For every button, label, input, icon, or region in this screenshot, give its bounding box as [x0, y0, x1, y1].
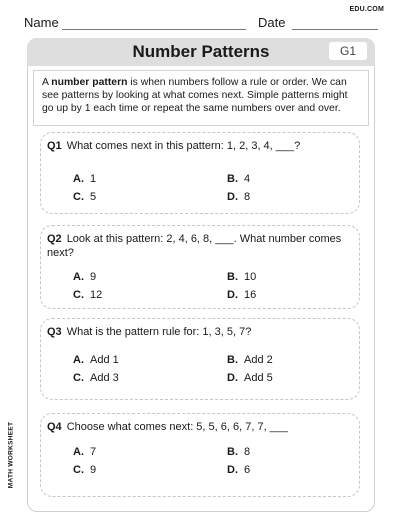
option-text: 9: [90, 464, 97, 476]
option-text: 7: [90, 446, 97, 458]
question-card-3: [40, 318, 360, 400]
option-d[interactable]: [227, 372, 273, 384]
question-text: [47, 325, 349, 339]
option-d[interactable]: [227, 464, 250, 476]
question-card-4: [40, 413, 360, 497]
question-prompt: Look at this pattern: 2, 4, 6, 8, ___. What number comes next?: [47, 233, 342, 259]
option-a[interactable]: [73, 271, 96, 283]
option-b[interactable]: [227, 354, 273, 366]
date-line: [292, 29, 378, 30]
question-number: Q1: [47, 140, 62, 152]
option-letter: A.: [73, 173, 84, 185]
date-label: Date: [258, 15, 286, 30]
intro-text-start: A: [42, 77, 52, 88]
option-b[interactable]: [227, 446, 250, 458]
option-text: 4: [244, 173, 251, 185]
option-b[interactable]: [227, 271, 256, 283]
option-c[interactable]: [73, 289, 102, 301]
question-number: Q3: [47, 326, 62, 338]
option-text: Add 5: [244, 372, 273, 384]
option-text: 10: [244, 271, 257, 283]
option-text: 9: [90, 271, 97, 283]
option-c[interactable]: [73, 191, 96, 203]
option-letter: A.: [73, 354, 84, 366]
question-number: Q4: [47, 421, 62, 433]
question-card-2: [40, 225, 360, 309]
name-label: Name: [24, 15, 59, 30]
option-letter: A.: [73, 446, 84, 458]
question-text: [47, 139, 349, 153]
option-letter: C.: [73, 464, 84, 476]
option-text: 12: [90, 289, 103, 301]
option-letter: C.: [73, 289, 84, 301]
option-letter: D.: [227, 289, 238, 301]
option-a[interactable]: [73, 446, 96, 458]
title-bar: [27, 38, 375, 66]
question-prompt: Choose what comes next: 5, 5, 6, 6, 7, 7, ___: [66, 421, 289, 433]
option-letter: A.: [73, 271, 84, 283]
option-text: Add 1: [90, 354, 119, 366]
option-letter: C.: [73, 372, 84, 384]
name-line: [62, 29, 246, 30]
worksheet-title: Number Patterns: [132, 42, 270, 61]
intro-term: number pattern: [51, 77, 128, 88]
option-letter: D.: [227, 464, 238, 476]
option-letter: D.: [227, 191, 238, 203]
question-text: [47, 420, 349, 434]
option-c[interactable]: [73, 372, 119, 384]
side-label: MATH WORKSHEET: [7, 421, 15, 489]
question-number: Q2: [47, 233, 62, 245]
option-text: 16: [244, 289, 257, 301]
option-text: 1: [90, 173, 97, 185]
grade-badge: G1: [329, 42, 367, 60]
option-text: Add 2: [244, 354, 273, 366]
option-text: 8: [244, 191, 251, 203]
option-letter: D.: [227, 372, 238, 384]
option-letter: C.: [73, 191, 84, 203]
question-prompt: What is the pattern rule for: 1, 3, 5, 7?: [66, 326, 252, 338]
option-c[interactable]: [73, 464, 96, 476]
option-text: 8: [244, 446, 251, 458]
option-letter: B.: [227, 446, 238, 458]
option-text: 6: [244, 464, 251, 476]
option-a[interactable]: [73, 354, 119, 366]
option-d[interactable]: [227, 289, 256, 301]
option-text: 5: [90, 191, 97, 203]
option-d[interactable]: [227, 191, 250, 203]
option-letter: B.: [227, 354, 238, 366]
brand-logo: EDU.COM: [349, 6, 384, 13]
option-b[interactable]: [227, 173, 250, 185]
question-card-1: [40, 132, 360, 214]
intro-box: [33, 70, 369, 126]
option-a[interactable]: [73, 173, 96, 185]
option-letter: B.: [227, 271, 238, 283]
worksheet-header: [0, 0, 400, 36]
question-prompt: What comes next in this pattern: 1, 2, 3, 4, ___?: [66, 140, 301, 152]
question-text: [47, 232, 349, 260]
option-text: Add 3: [90, 372, 119, 384]
option-letter: B.: [227, 173, 238, 185]
intro-text-rest: is when numbers follow a rule or order. We can see patterns by looking at what comes next. Simple patterns might go up by 1 each time or repeat the same numbers over and over.: [42, 77, 348, 114]
